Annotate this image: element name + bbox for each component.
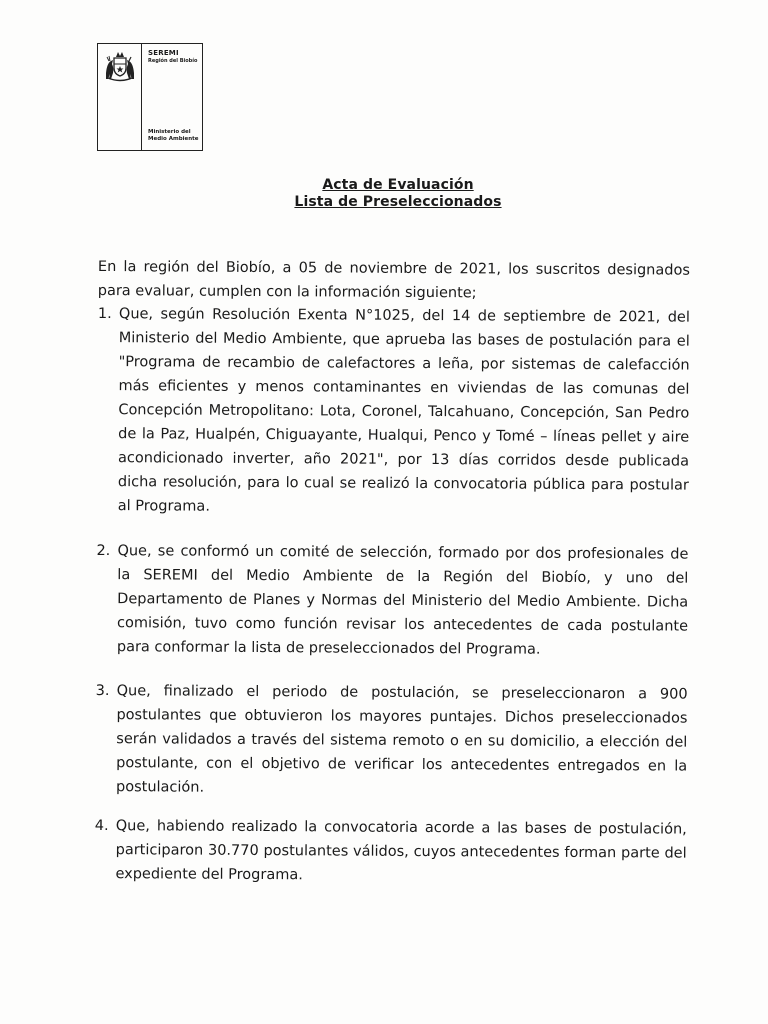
list-item-text: Que, según Resolución Exenta N°1025, del 14 de septiembre de 2021, del Ministerio del Medio Ambiente, que aprueba las bases de postulación para el "Programa de recambio de calefactores a leña, por sistemas de calefacción más eficientes y menos contaminantes en viviendas de las comunas del Concepción Metropolitano: Lota, Coronel, Talcahuano, Concepción, San Pedro de la Paz, Hualpén, Chiguayante, Hualqui, Penco y Tomé – líneas pellet y aire acondicionado inverter, año 2021", por 13 días corridos desde publicada dicha resolución, para lo cual se realizó la convocatoria pública para postular al Programa. <box>117 306 690 515</box>
list-item-text: Que, se conformó un comité de selección, formado por dos profesionales de la SEREMI del Medio Ambiente de la Región del Biobío, y uno del Departamento de Planes y Normas del Ministerio del Medio Ambiente. Dicha comisión, tuvo como función revisar los antecedentes de cada postulante para conformar la lista de preseleccionados del Programa. <box>116 543 689 658</box>
list-item <box>94 814 686 890</box>
list-item-text: Que, finalizado el periodo de postulación, se preseleccionaron a 900 postulantes que obtuvieron los mayores puntajes. Dichos preseleccionados serán validados a través del sistema remoto o en su domicilio, a elección del postulante, con el objetivo de verificar los antecedentes entregados en la postulación. <box>115 683 688 796</box>
logo-region-text: Región del Biobío <box>148 58 198 64</box>
logo-seremi-text: SEREMI <box>148 49 179 57</box>
list-item <box>96 539 689 663</box>
document-title: Acta de Evaluación <box>322 177 474 193</box>
logo-ministry-line-1: Ministerio del <box>148 129 191 135</box>
numbered-list <box>94 302 690 890</box>
logo-ministry-line-2: Medio Ambiente <box>148 136 199 142</box>
list-item <box>97 302 690 522</box>
list-item-text: Que, habiendo realizado la convocatoria acorde a las bases de postulación, participaron 30.770 postulantes válidos, cuyos antecedentes forman parte del expediente del Programa. <box>115 818 687 884</box>
ministry-logo <box>97 43 203 151</box>
list-item-number: 3. <box>95 682 110 700</box>
document-subtitle: Lista de Preseleccionados <box>294 194 502 210</box>
intro-paragraph: En la región del Biobío, a 05 de noviembre de 2021, los suscritos designados para evaluar, cumplen con la información siguiente; <box>97 258 690 301</box>
list-item-number: 4. <box>94 817 109 835</box>
logo-crest-panel <box>98 44 142 150</box>
list-item-number: 1. <box>97 305 112 323</box>
chile-coat-of-arms-icon <box>103 51 137 83</box>
list-item-number: 2. <box>96 542 111 560</box>
logo-ministry-text <box>148 129 199 143</box>
list-item <box>95 679 688 803</box>
